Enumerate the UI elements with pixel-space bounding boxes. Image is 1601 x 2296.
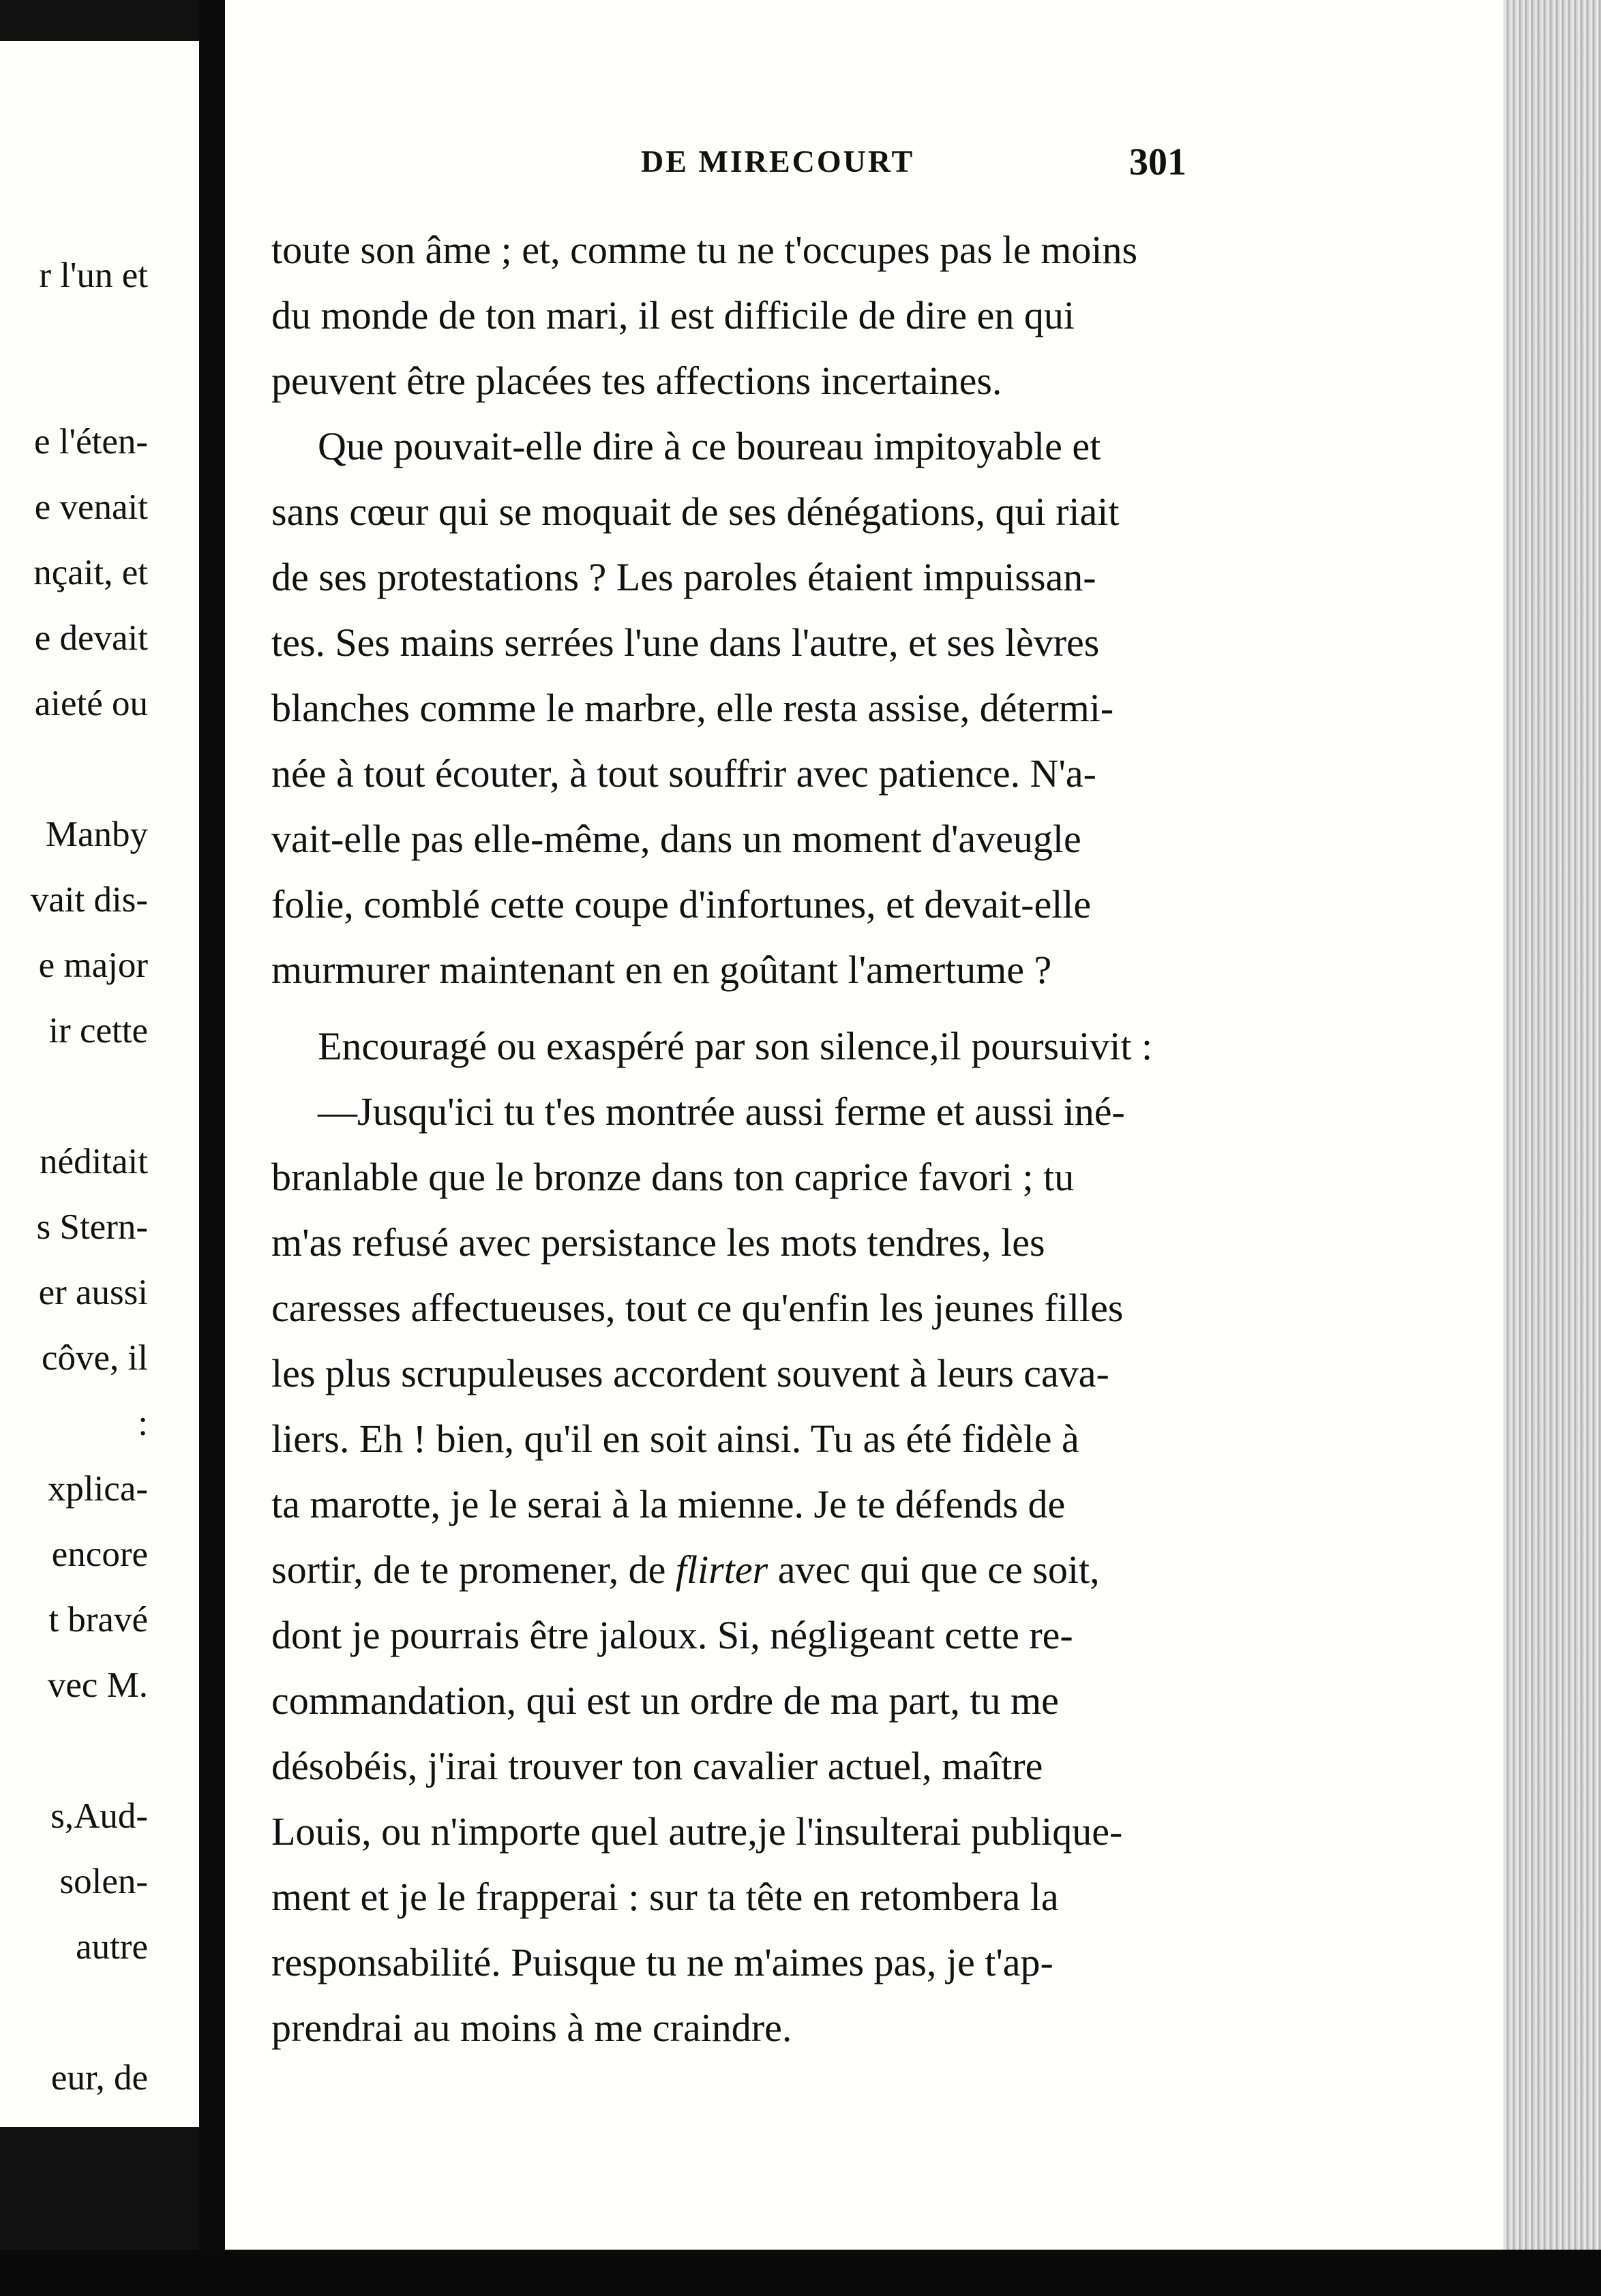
text-line: de ses protestations ? Les paroles étaient impuissan- bbox=[271, 555, 1096, 599]
left-page-line: solen- bbox=[59, 1862, 148, 1901]
text-line: Encouragé ou exaspéré par son silence,il poursuivit : bbox=[318, 1024, 1153, 1068]
left-page-line: eur, de bbox=[50, 2058, 148, 2098]
left-page-line: t bravé bbox=[48, 1600, 148, 1640]
left-page-line: vait dis- bbox=[30, 880, 148, 920]
scan-bottom-border bbox=[0, 2250, 1601, 2296]
running-head bbox=[641, 143, 1186, 191]
left-page-line: Manby bbox=[45, 815, 148, 854]
text-line: désobéis, j'irai trouver ton cavalier actuel, maître bbox=[271, 1744, 1043, 1788]
left-page-line: e l'éten- bbox=[34, 422, 148, 462]
left-page-line: s,Aud- bbox=[50, 1796, 148, 1836]
left-page-line: autre bbox=[76, 1927, 148, 1967]
text-line: ta marotte, je le serai à la mienne. Je te défends de bbox=[271, 1482, 1066, 1526]
text-line: peuvent être placées tes affections incertaines. bbox=[271, 359, 1002, 403]
left-page-line: encore bbox=[51, 1535, 148, 1574]
book-page bbox=[225, 0, 1514, 2250]
left-page-line: vec M. bbox=[47, 1665, 148, 1705]
text-line: responsabilité. Puisque tu ne m'aimes pas, je t'ap- bbox=[271, 1940, 1053, 1984]
text-line: née à tout écouter, à tout souffrir avec patience. N'a- bbox=[271, 751, 1096, 796]
left-page-line: néditait bbox=[40, 1142, 148, 1181]
text-line: Louis, ou n'importe quel autre,je l'insulterai publique- bbox=[271, 1809, 1123, 1854]
text-line: les plus scrupuleuses accordent souvent à leurs cava- bbox=[271, 1351, 1109, 1395]
left-page-line: nçait, et bbox=[33, 553, 148, 592]
text-line: caresses affectueuses, tout ce qu'enfin les jeunes filles bbox=[271, 1286, 1124, 1330]
text-line: —Jusqu'ici tu t'es montrée aussi ferme et aussi iné- bbox=[318, 1089, 1125, 1134]
left-page-line: e devait bbox=[34, 618, 148, 658]
left-page-line: : bbox=[138, 1404, 148, 1443]
text-line: vait-elle pas elle-même, dans un moment d'aveugle bbox=[271, 817, 1081, 861]
left-page-fragment bbox=[0, 41, 199, 2127]
left-page-line: aieté ou bbox=[34, 684, 148, 723]
left-page-line: er aussi bbox=[38, 1273, 148, 1312]
text-line: toute son âme ; et, comme tu ne t'occupes pas le moins bbox=[271, 228, 1138, 272]
text-line bbox=[271, 1547, 1553, 1592]
running-title: DE MIRECOURT bbox=[641, 144, 915, 179]
text-line: folie, comblé cette coupe d'infortunes, et devait-elle bbox=[271, 882, 1092, 926]
page-number: 301 bbox=[1129, 141, 1186, 183]
left-page-line: e venait bbox=[34, 487, 148, 527]
left-page-line: e major bbox=[38, 946, 148, 985]
text-line: sans cœur qui se moquait de ses dénégations, qui riait bbox=[271, 489, 1120, 534]
book-gutter bbox=[199, 0, 225, 2296]
text-line: tes. Ses mains serrées l'une dans l'autre, et ses lèvres bbox=[271, 620, 1100, 665]
text-segment: avec qui que ce soit, bbox=[768, 1547, 1100, 1592]
text-line: du monde de ton mari, il est difficile de dire en qui bbox=[271, 293, 1075, 337]
text-line: liers. Eh ! bien, qu'il en soit ainsi. Tu as été fidèle à bbox=[271, 1417, 1079, 1461]
text-line: m'as refusé avec persistance les mots tendres, les bbox=[271, 1220, 1045, 1265]
text-segment: sortir, de te promener, de bbox=[271, 1547, 676, 1592]
left-page-line: côve, il bbox=[42, 1338, 148, 1378]
left-page-line: ir cette bbox=[48, 1011, 148, 1051]
text-line: Que pouvait-elle dire à ce boureau impitoyable et bbox=[318, 424, 1101, 468]
text-line: murmurer maintenant en en goûtant l'amertume ? bbox=[271, 948, 1052, 992]
text-line: branlable que le bronze dans ton caprice favori ; tu bbox=[271, 1155, 1075, 1199]
page-stack-edge bbox=[1503, 0, 1601, 2296]
left-page-line: r l'un et bbox=[39, 256, 148, 295]
left-page-line: xplica- bbox=[47, 1469, 148, 1509]
italic-word: flirter bbox=[675, 1547, 768, 1592]
left-page-line: s Stern- bbox=[36, 1207, 148, 1247]
text-line: prendrai au moins à me craindre. bbox=[271, 2006, 792, 2050]
text-line: ment et je le frapperai : sur ta tête en retombera la bbox=[271, 1875, 1059, 1919]
text-line: commandation, qui est un ordre de ma part, tu me bbox=[271, 1678, 1059, 1723]
text-line: blanches comme le marbre, elle resta assise, détermi- bbox=[271, 686, 1114, 730]
text-line: dont je pourrais être jaloux. Si, négligeant cette re- bbox=[271, 1613, 1073, 1657]
